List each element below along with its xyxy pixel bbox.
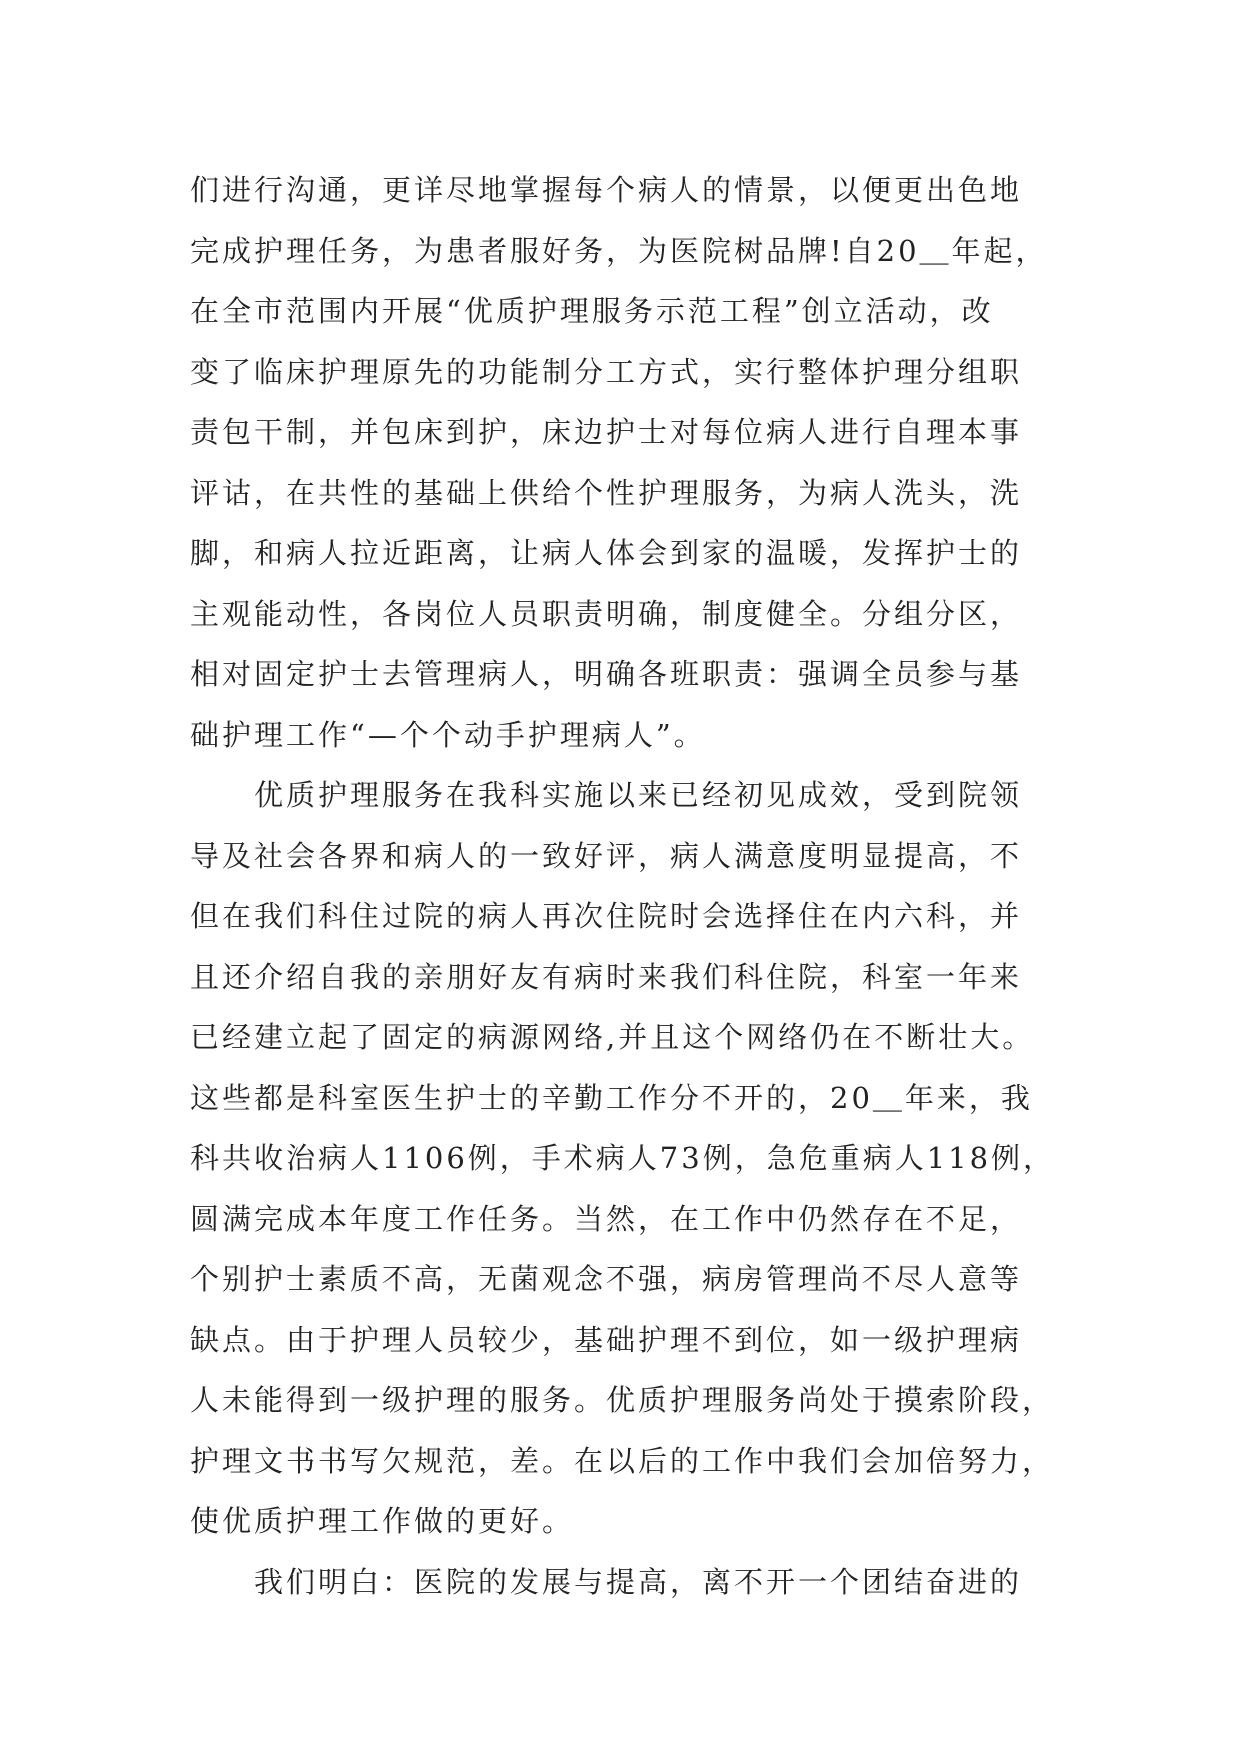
text-line: 但在我们科住过院的病人再次住院时会选择住在内六科，并: [190, 899, 1023, 933]
text-line: 完成护理任务，为患者服好务，为医院树品牌!自20＿年起，: [190, 233, 1048, 268]
text-line: 优质护理服务在我科实施以来已经初见成效，受到院领: [254, 778, 1023, 812]
text-line: 我们明白：医院的发展与提高，离不开一个团结奋进的: [254, 1564, 1023, 1599]
text-line: 使优质护理工作做的更好。: [190, 1504, 575, 1538]
text-line: 圆满完成本年度工作任务。当然，在工作中仍然存在不足，: [190, 1201, 1023, 1236]
paragraph-2: [190, 765, 1056, 1552]
text-line: 相对固定护士去管理病人，明确各班职责：强调全员参与基: [190, 657, 1023, 691]
text-line: 变了临床护理原先的功能制分工方式，实行整体护理分组职: [190, 354, 1023, 389]
text-line: 护理文书书写欠规范，差。在以后的工作中我们会加倍努力，: [190, 1443, 1055, 1478]
text-line: 科共收治病人1106例，手术病人73例，急危重病人118例，: [190, 1141, 1056, 1175]
text-line: 主观能动性，各岗位人员职责明确，制度健全。分组分区，: [190, 596, 1023, 631]
text-line: 评诂，在共性的基础上供给个性护理服务，为病人洗头，洗: [190, 475, 1023, 510]
text-line: 在全市范围内开展“优质护理服务示范工程”创立活动，改: [190, 294, 994, 328]
text-line: 这些都是科室医生护士的辛勤工作分不开的，20＿年来，我: [190, 1080, 1033, 1115]
text-line: 且还介绍自我的亲朋好友有病时来我们科住院，科室一年来: [190, 959, 1023, 994]
paragraph-1: [190, 160, 1050, 765]
text-line: 导及社会各界和病人的一致好评，病人满意度明显提高，不: [190, 838, 1023, 873]
text-line: 已经建立起了固定的病源网络,并且这个网络仍在不断壮大。: [190, 1020, 1035, 1054]
text-line: 脚，和病人拉近距离，让病人体会到家的温暖，发挥护士的: [190, 536, 1023, 570]
text-line: 责包干制，并包床到护，床边护士对每位病人进行自理本事: [190, 415, 1023, 449]
text-line: 个别护士素质不高，无菌观念不强，病房管理尚不尽人意等: [190, 1262, 1023, 1296]
text-line: 缺点。由于护理人员较少，基础护理不到位，如一级护理病: [190, 1322, 1023, 1357]
paragraph-3: [190, 1552, 1050, 1613]
text-line: 础护理工作“—个个动手护理病人”。: [190, 717, 706, 752]
body-text: [190, 160, 1056, 1612]
text-line: 人未能得到一级护理的服务。优质护理服务尚处于摸索阶段，: [190, 1383, 1055, 1417]
text-line: 们进行沟通，更详尽地掌握每个病人的情景，以便更出色地: [190, 173, 1023, 207]
